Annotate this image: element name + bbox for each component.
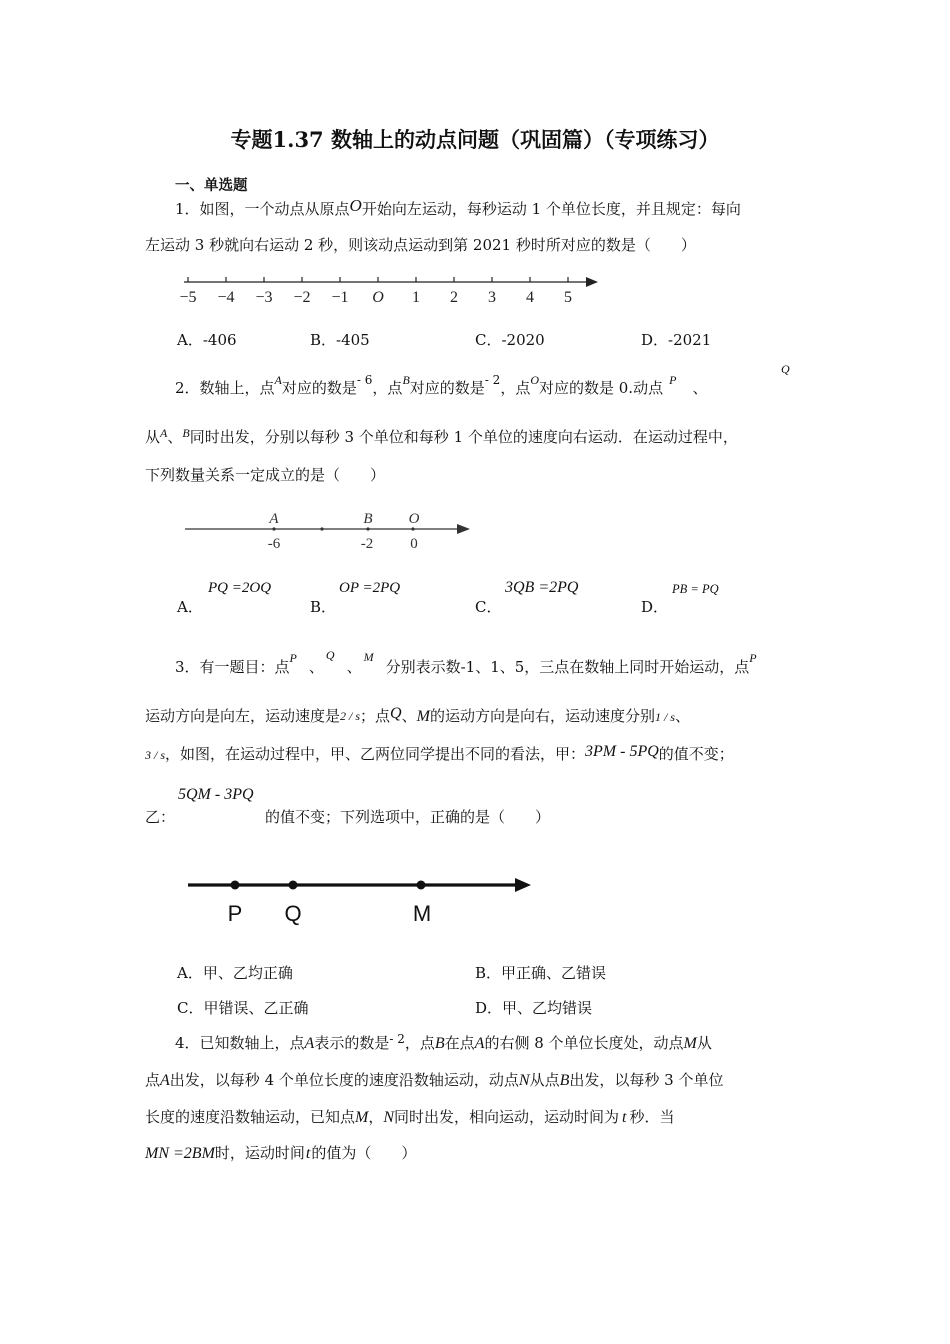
q3-text: 的值不变； [658, 745, 734, 763]
axis-tick-label: −5 [179, 289, 197, 306]
q2-point-a: A [274, 373, 282, 387]
q2-option-d-formula[interactable]: PB = PQ [672, 582, 719, 596]
q3-line4-prefix: 乙： [145, 808, 176, 826]
axis-tick-label: O [372, 289, 384, 306]
q3-point-m: M [363, 650, 374, 664]
q1-text: 1．如图，一个动点从原点 [175, 200, 350, 218]
q2-point-b: B [402, 373, 410, 387]
q3-line4: 的值不变；下列选项中，正确的是（ ） [265, 808, 551, 826]
q3-separator: 、 [401, 707, 417, 725]
q2-option-c-formula[interactable]: 3QB =2PQ [505, 579, 579, 596]
q3-option-b[interactable]: B．甲正确、乙错误 [475, 964, 607, 982]
q2-point-p: P [669, 373, 677, 387]
q4-text: 4．已知数轴上，点 [175, 1034, 305, 1052]
q3-speed-p: 2 / s [340, 709, 361, 723]
q2-separator: 、 [167, 428, 183, 446]
q2-text: 对应的数是 [409, 379, 485, 397]
axis-tick-label: 4 [526, 289, 534, 306]
q4-point-a: A [474, 1035, 485, 1052]
axis-tick-label: 3 [488, 289, 496, 306]
q4-text: 从 [696, 1034, 712, 1052]
q1-option-b[interactable]: B．-405 [310, 331, 370, 349]
q4-text: 在点 [444, 1034, 475, 1052]
q2-point-a: A [160, 426, 168, 440]
q2-value-a: - 6 [356, 373, 373, 387]
q4-point-n: N [518, 1072, 530, 1089]
q3-point-m: M [416, 708, 430, 725]
q3-text: 运动方向是向左，运动速度是 [145, 707, 341, 725]
fig3-label-p: P [227, 901, 243, 926]
q2-text: ，点 [372, 379, 403, 397]
fig2-value-b: -2 [360, 536, 374, 552]
q4-line4 [145, 1142, 416, 1163]
q2-point-b: B [182, 426, 190, 440]
q1-line2: 左运动 3 秒就向右运动 2 秒，则该动点运动到第 2021 秒时所对应的数是（ ） [145, 236, 696, 254]
q4-text: 时，运动时间 [214, 1144, 305, 1162]
q4-point-b: B [434, 1035, 445, 1052]
q1-point-o: O [349, 196, 362, 215]
axis-tick-label: 2 [450, 289, 458, 306]
q1-option-a[interactable]: A．-406 [177, 331, 237, 349]
axis-ticks [188, 277, 568, 282]
axis-arrow [457, 524, 470, 534]
midpoint-dot [320, 527, 323, 530]
q3-separator: 、 [674, 707, 690, 725]
q2-option-b-formula[interactable]: OP =2PQ [339, 580, 401, 596]
q4-text: ，点 [404, 1034, 435, 1052]
axis-arrow [586, 277, 598, 287]
q2-text: ，点 [500, 379, 531, 397]
q3-option-d[interactable]: D．甲、乙均错误 [475, 999, 593, 1017]
q1-text: 开始向左运动，每秒运动 1 个单位长度，并且规定：每向 [361, 200, 741, 218]
q2-option-a-letter[interactable]: A． [177, 598, 203, 616]
axis-arrow [515, 878, 531, 892]
fig2-label-a: A [269, 511, 279, 527]
q4-line1 [175, 1032, 712, 1053]
q4-text: 从点 [529, 1071, 560, 1089]
number-line-figure-1 [180, 270, 600, 310]
q4-point-n: N [383, 1109, 395, 1126]
q4-text: 秒．当 [629, 1108, 675, 1126]
q4-text: 的值为（ ） [311, 1144, 417, 1162]
q4-text: 出发，以每秒 4 个单位长度的速度沿数轴运动，动点 [169, 1071, 519, 1089]
number-line-figure-2 [185, 508, 475, 552]
q3-text: 分别表示数-1、1、5，三点在数轴上同时开始运动，点 [385, 658, 750, 676]
q4-line3 [145, 1106, 675, 1127]
q4-text: 表示的数是 [314, 1034, 390, 1052]
q2-separator: 、 [692, 379, 708, 397]
q3-line1 [175, 648, 757, 677]
point-a-dot [272, 527, 275, 530]
section-heading: 一、单选题 [175, 177, 248, 194]
point-b-dot [366, 527, 369, 530]
q4-condition: MN =2BM [145, 1145, 215, 1162]
q2-point-o: O [530, 373, 539, 387]
fig2-label-o: O [408, 511, 420, 527]
axis-tick-label: −4 [217, 289, 235, 306]
q2-option-c-letter[interactable]: C． [475, 598, 502, 616]
q4-value-a: - 2 [389, 1032, 405, 1046]
q2-text: 对应的数是 0.动点 [539, 379, 664, 397]
fig3-label-q: Q [284, 901, 302, 926]
q1-option-c[interactable]: C．-2020 [475, 331, 545, 349]
q1-line1 [175, 198, 741, 219]
q4-text: 出发，以每秒 3 个单位 [569, 1071, 724, 1089]
axis-tick-label: −2 [293, 289, 311, 306]
q4-text: 点 [145, 1071, 161, 1089]
q2-text: 2．数轴上，点 [175, 379, 275, 397]
q4-point-b: B [559, 1072, 570, 1089]
q4-text: 的右侧 8 个单位长度处，动点 [484, 1034, 684, 1052]
q3-yi-formula: 5QM - 3PQ [178, 786, 254, 803]
axis-tick-label: 5 [564, 289, 572, 306]
fig2-value-a: -6 [267, 536, 281, 552]
q2-line1 [175, 373, 708, 398]
q3-speed-q: 1 / s [654, 710, 675, 724]
q4-point-a: A [160, 1072, 170, 1089]
point-p-dot [231, 881, 240, 890]
q2-option-a-formula[interactable]: PQ =2OQ [208, 580, 272, 596]
number-line-figure-3 [185, 872, 535, 932]
q3-option-c[interactable]: C．甲错误、乙正确 [177, 999, 309, 1017]
q4-text: ， [368, 1108, 384, 1126]
axis-labels [179, 289, 572, 306]
q4-point-a: A [304, 1035, 315, 1052]
point-q-dot [289, 881, 298, 890]
q3-text: ，如图，在运动过程中，甲、乙两位同学提出不同的看法，甲： [165, 745, 586, 763]
q2-line3: 下列数量关系一定成立的是（ ） [145, 466, 386, 484]
axis-tick-label: 1 [412, 289, 420, 306]
fig2-label-b: B [363, 511, 373, 527]
q3-point-q: Q [325, 648, 335, 662]
point-m-dot [417, 881, 426, 890]
q2-text: 从 [145, 428, 161, 446]
q4-text: 同时出发，相向运动，运动时间为 [394, 1108, 620, 1126]
q3-speed-m: 3 / s [145, 748, 166, 762]
q4-text: 长度的速度沿数轴运动，已知点 [145, 1108, 356, 1126]
fig2-value-o: 0 [410, 536, 418, 552]
fig3-label-m: M [412, 901, 432, 926]
q3-line3 [145, 743, 734, 764]
q4-point-m: M [683, 1035, 697, 1052]
q4-var-t: t [305, 1145, 311, 1162]
q3-separator: 、 [346, 658, 362, 676]
q3-text: 3．有一题目：点 [175, 658, 290, 676]
q3-text: 的运动方向是向右，运动速度分别 [429, 707, 655, 725]
q2-value-b: - 2 [484, 373, 501, 387]
q2-text: 同时出发，分别以每秒 3 个单位和每秒 1 个单位的速度向右运动．在运动过程中， [189, 428, 738, 446]
q3-separator: 、 [308, 658, 324, 676]
q3-point-p: P [289, 651, 297, 665]
q3-option-a[interactable]: A．甲、乙均正确 [177, 964, 293, 982]
q2-text: 对应的数是 [281, 379, 357, 397]
q4-var-t: t [622, 1109, 627, 1126]
q1-option-d[interactable]: D．-2021 [641, 331, 712, 349]
q4-point-m: M [355, 1109, 369, 1126]
point-o-dot [411, 527, 414, 530]
q2-option-b-letter[interactable]: B． [310, 598, 337, 616]
q3-text: ；点 [360, 707, 391, 725]
q3-line2 [145, 705, 690, 726]
q2-line2 [145, 426, 738, 447]
q2-option-d-letter[interactable]: D． [641, 598, 669, 616]
q3-point-p: P [749, 651, 757, 665]
axis-tick-label: −3 [255, 289, 273, 306]
page-title: 专题1.37 数轴上的动点问题（巩固篇）（专项练习） [230, 127, 720, 152]
q2-point-q: Q [781, 362, 790, 376]
q3-jia-formula: 3PM - 5PQ [585, 743, 659, 760]
q4-line2 [145, 1069, 723, 1090]
axis-tick-label: −1 [331, 289, 349, 306]
q3-point-q: Q [390, 705, 402, 722]
